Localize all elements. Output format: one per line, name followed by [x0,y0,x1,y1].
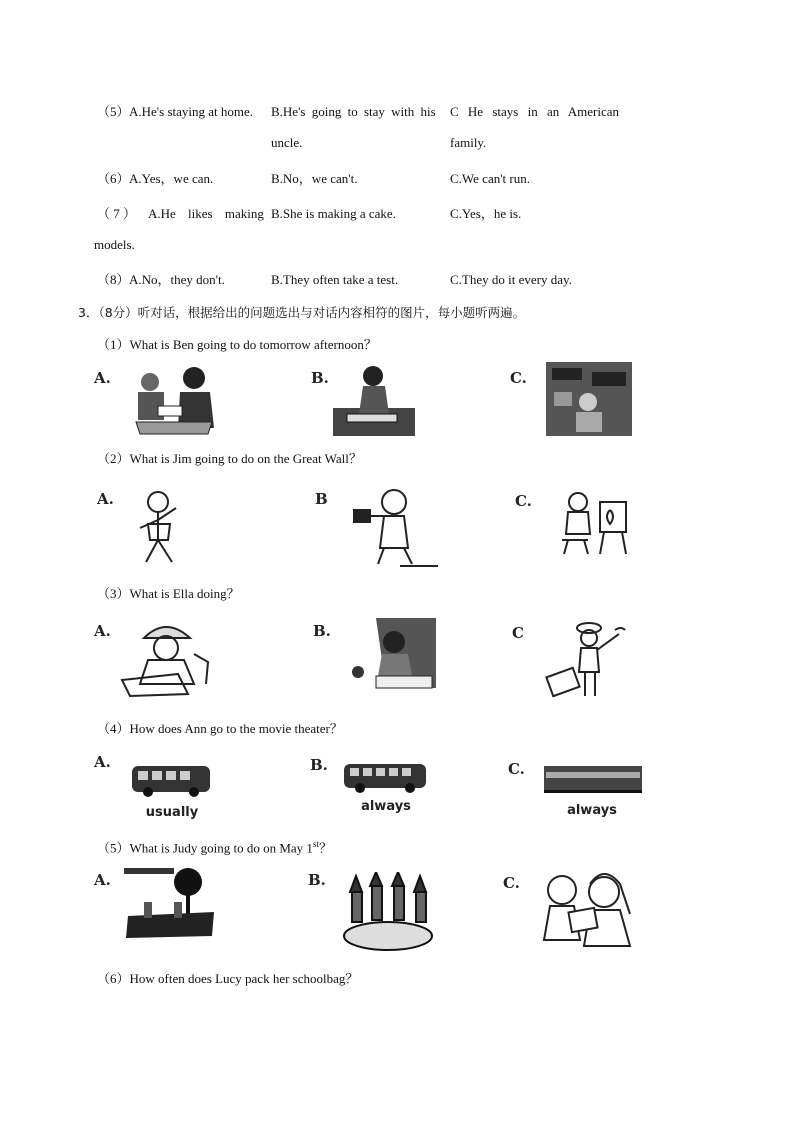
q6-number: （6） [97,171,130,186]
p3-q1-image-c[interactable] [546,362,632,436]
p3-q2-image-b[interactable] [350,486,440,570]
section-3-header: 3．（8分）听对话，根据给出的问题选出与对话内容相符的图片，每小题听两遍。 [78,305,526,320]
p3-q4-caption-b: always [361,799,411,814]
p3-q3-label-b: B. [313,622,331,640]
p3-q4-label-a: A. [94,753,111,771]
p3-q3-image-b[interactable] [346,618,436,696]
p3-q2-question: （2）What is Jim going to do on the Great Wall？ [97,451,362,466]
q6-option-c: C.We can't run. [450,171,530,186]
p3-q2-label-a: A. [97,490,114,508]
p3-q5-question [97,836,332,856]
p3-q3-label-a: A. [94,622,111,640]
p3-q4-caption-a: usually [145,805,199,820]
q6-option-b: B.No，we can't. [271,171,358,186]
p3-q5-image-b[interactable] [336,872,440,954]
p3-q4-label-b: B. [310,756,328,774]
q5-option-b-cont: uncle. [271,135,303,150]
p3-q5-question-end: ？ [318,840,332,856]
q5-option-a: A.He's staying at home. [129,104,254,119]
p3-q5-question-sup: st [312,839,319,849]
q7-option-b: B.She is making a cake. [271,206,396,221]
p3-q4-label-c: C. [508,760,525,778]
q7-option-a-cont: models. [94,237,135,252]
p3-q3-question: （3）What is Ella doing？ [97,586,240,601]
p3-q1-label-a: A. [94,369,111,387]
q7-option-c: C.Yes，he is. [450,206,522,221]
p3-q1-label-c: C. [510,369,527,387]
q5-number: （5） [97,104,130,119]
q5-option-b: B.He's going to stay with his [271,104,436,119]
p3-q1-image-b[interactable] [333,362,415,436]
q6-option-a: A.Yes，we can. [129,171,214,186]
q8-option-a: A.No，they don't. [129,272,225,287]
p3-q1-image-a[interactable] [128,362,220,438]
p3-q3-image-c[interactable] [545,620,631,700]
p3-q5-label-a: A. [94,871,111,889]
q5-option-c-cont: family. [450,135,487,150]
p3-q5-image-c[interactable] [534,870,638,950]
p3-q4-image-b[interactable] [342,760,430,816]
p3-q5-question-text: （5）What is Judy going to do on May 1 [97,840,313,856]
p3-q5-image-a[interactable] [124,866,218,942]
p3-q3-image-a[interactable] [118,614,214,698]
p3-q1-label-b: B. [311,369,329,387]
p3-q4-image-a[interactable] [130,764,214,822]
p3-q6-question: （6）How often does Lucy pack her schoolbag？ [97,971,359,986]
q8-number: （8） [97,272,130,287]
q5-option-c: C He stays in an American [450,104,619,119]
p3-q2-image-c[interactable] [558,490,634,556]
q7-option-a: A.He likes making [148,206,264,221]
q8-option-b: B.They often take a test. [271,272,399,287]
q8-option-c: C.They do it every day. [450,272,572,287]
p3-q5-label-c: C. [503,874,520,892]
p3-q5-label-b: B. [308,871,326,889]
p3-q3-label-c: C [512,624,524,642]
p3-q4-caption-c: always [567,803,617,818]
p3-q2-label-b: B [315,490,328,508]
p3-q2-label-c: C. [515,492,532,510]
p3-q4-image-c[interactable] [542,762,644,820]
p3-q2-image-a[interactable] [130,488,190,568]
p3-q4-question: （4）How does Ann go to the movie theater？ [97,721,343,736]
q7-number: （ 7 ） [97,206,137,221]
p3-q1-question: （1）What is Ben going to do tomorrow afternoon？ [97,337,377,352]
